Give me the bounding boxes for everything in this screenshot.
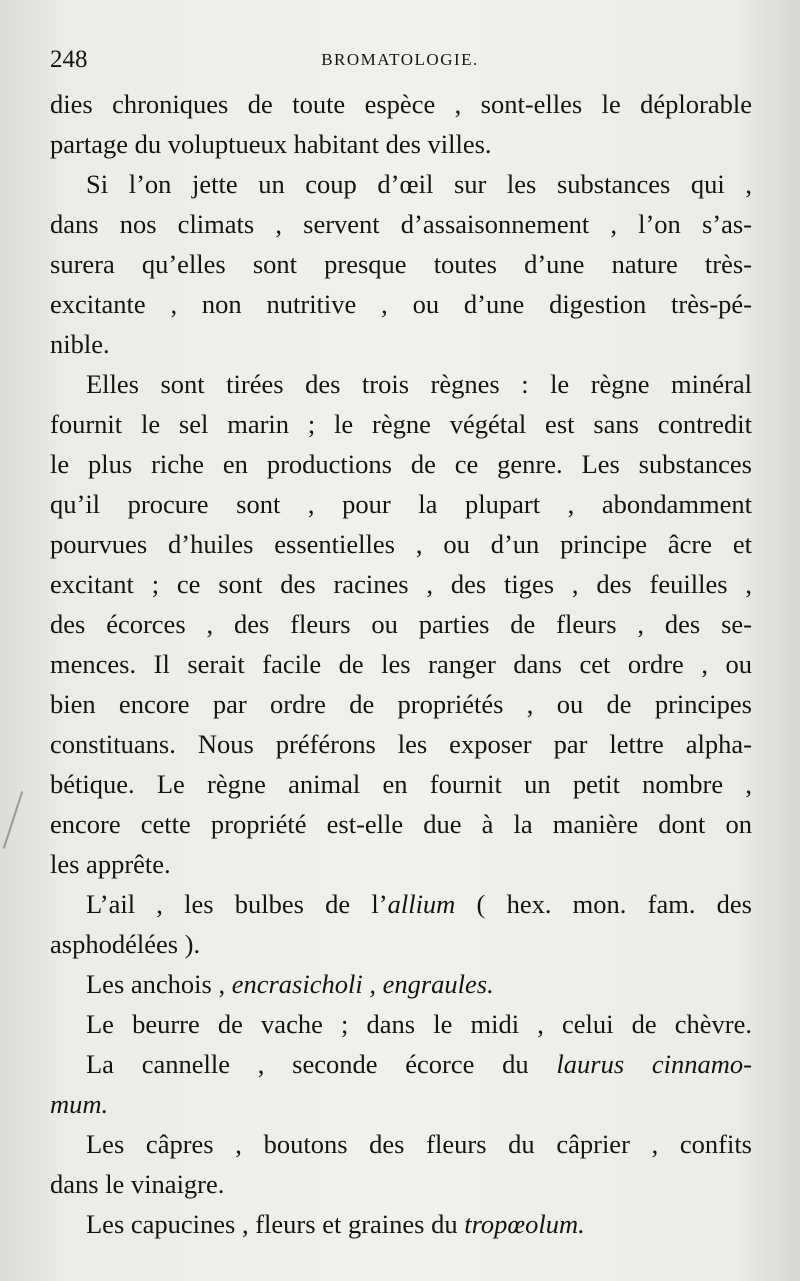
page-number: 248 bbox=[50, 46, 88, 73]
text-line: Le beurre de vache ; dans le midi , celui de chèvre. bbox=[86, 1009, 752, 1039]
text-line: Les capucines , fleurs et graines du tropœolum. bbox=[86, 1209, 585, 1239]
text-line: nible. bbox=[50, 329, 110, 359]
text-line: Elles sont tirées des trois règnes : le règne minéral bbox=[86, 369, 752, 399]
text-line: dans le vinaigre. bbox=[50, 1169, 225, 1199]
text-line: Les câpres , boutons des fleurs du câprier , confits bbox=[86, 1129, 752, 1159]
text-line: dans nos climats , servent d’assaisonnement , l’on s’as- bbox=[50, 209, 752, 239]
text-line: des écorces , des fleurs ou parties de fleurs , des se- bbox=[50, 609, 752, 639]
text-line: La cannelle , seconde écorce du laurus cinnamo- bbox=[86, 1049, 752, 1079]
text-line: dies chroniques de toute espèce , sont-elles le déplorable bbox=[50, 89, 752, 119]
text-line: qu’il procure sont , pour la plupart , abondamment bbox=[50, 489, 752, 519]
text-line: partage du voluptueux habitant des villes. bbox=[50, 129, 492, 159]
text-line: Les anchois , encrasicholi , engraules. bbox=[86, 969, 494, 999]
text-line: excitante , non nutritive , ou d’une digestion très-pé- bbox=[50, 289, 752, 319]
text-line: le plus riche en productions de ce genre. Les substances bbox=[50, 449, 752, 479]
text-line: fournit le sel marin ; le règne végétal est sans contredit bbox=[50, 409, 752, 439]
text-line: pourvues d’huiles essentielles , ou d’un principe âcre et bbox=[50, 529, 752, 559]
text-line: constituans. Nous préférons les exposer par lettre alpha- bbox=[50, 729, 752, 759]
text-line: encore cette propriété est-elle due à la manière dont on bbox=[50, 809, 752, 839]
running-head: BROMATOLOGIE. bbox=[321, 50, 479, 69]
text-line: surera qu’elles sont presque toutes d’une nature très- bbox=[50, 249, 752, 279]
text-line: Si l’on jette un coup d’œil sur les substances qui , bbox=[86, 169, 752, 199]
text-line: les apprête. bbox=[50, 849, 171, 879]
page-header bbox=[50, 46, 750, 76]
text-line: excitant ; ce sont des racines , des tiges , des feuilles , bbox=[50, 569, 752, 599]
text-line: mences. Il serait facile de les ranger dans cet ordre , ou bbox=[50, 649, 752, 679]
text-line: mum. bbox=[50, 1089, 109, 1119]
text-line: bétique. Le règne animal en fournit un petit nombre , bbox=[50, 769, 752, 799]
margin-pencil-mark bbox=[3, 791, 23, 849]
text-line: L’ail , les bulbes de l’allium ( hex. mon. fam. des bbox=[86, 889, 752, 919]
text-line: asphodélées ). bbox=[50, 929, 201, 959]
text-line: bien encore par ordre de propriétés , ou de principes bbox=[50, 689, 752, 719]
body-text bbox=[50, 84, 752, 1244]
